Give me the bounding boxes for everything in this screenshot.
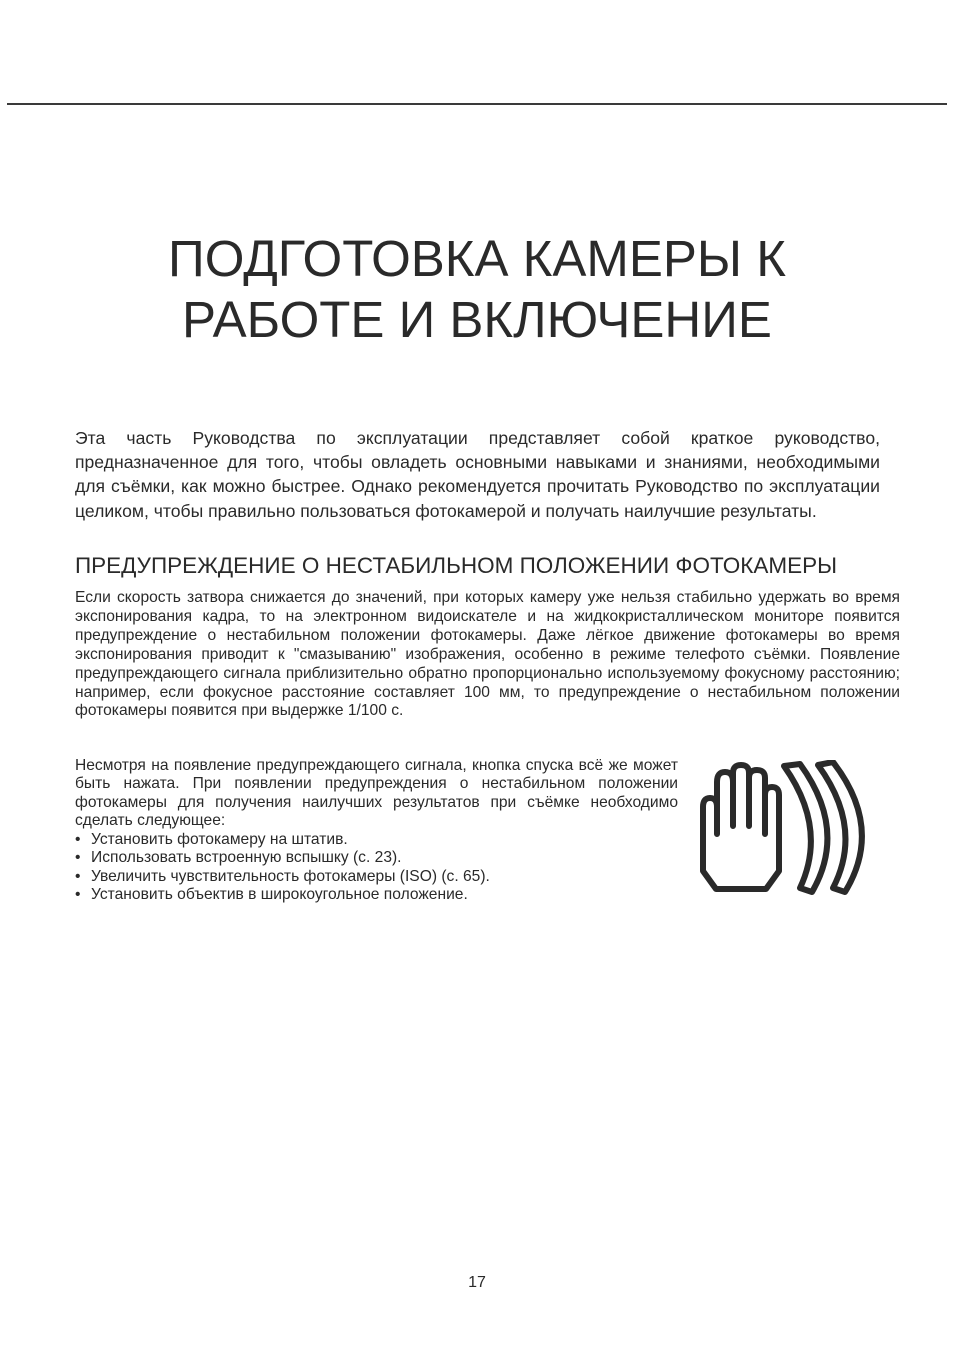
camera-shake-hand-icon: [692, 760, 882, 898]
page-title: [0, 228, 954, 350]
section-heading: ПРЕДУПРЕЖДЕНИЕ О НЕСТАБИЛЬНОМ ПОЛОЖЕНИИ ФОТОКАМЕРЫ: [75, 553, 838, 578]
page-title-line-2: РАБОТЕ И ВКЛЮЧЕНИЕ: [182, 291, 772, 348]
steps-list: [75, 831, 678, 905]
list-item: [75, 868, 678, 886]
bullet: •: [75, 849, 81, 867]
list-item: [75, 886, 678, 904]
list-item-text: Использовать встроенную вспышку (с. 23).: [91, 849, 402, 867]
list-item: [75, 849, 678, 867]
intro-paragraph: Эта часть Руководства по эксплуатации представляет собой краткое руководство, предназначенное для того, чтобы овладеть основными навыками и знаниями, необходимыми для съёмки, как можно быстрее. Однако рекомендуется прочитать Руководство по эксплуатации целиком, чтобы правильно пользоваться фотокамерой и получать наилучшие результаты.: [75, 428, 880, 521]
list-item: [75, 831, 678, 849]
list-item-text: Установить фотокамеру на штатив.: [91, 831, 348, 848]
bullet: •: [75, 831, 81, 848]
bullet: •: [75, 886, 81, 904]
bullet: •: [75, 867, 81, 885]
page-title-line-1: ПОДГОТОВКА КАМЕРЫ К: [168, 230, 786, 287]
top-divider: [7, 103, 947, 105]
warning-paragraph: Если скорость затвора снижается до значений, при которых камеру уже нельзя стабильно удержать во время экспонирования кадра, то на электронном видоискателе и на жидкокристаллическом мониторе появится предупреждение о нестабильном положении фотокамеры. Даже лёгкое движение фотокамеры во время экспонирования приводит к "смазыванию" изображения, особенно в режиме телефото съёмки. Появление предупреждающего сигнала приблизительно обратно пропорционально используемому фокусному расстоянию; например, если фокусное расстояние составляет 100 мм, то предупреждение о нестабильном положении фотокамеры появится при выдержке 1/100 с.: [75, 589, 900, 720]
list-item-text: Увеличить чувствительность фотокамеры (ISO) (с. 65).: [91, 867, 490, 885]
note-paragraph: Несмотря на появление предупреждающего сигнала, кнопка спуска всё же может быть нажата. При появлении предупреждения о нестабильном положении фотокамеры для получения наилучших результатов при съёмке необходимо сделать следующее:: [75, 757, 678, 830]
list-item-text: Установить объектив в широкоугольное положение.: [91, 886, 468, 904]
page-number: 17: [468, 1274, 486, 1291]
